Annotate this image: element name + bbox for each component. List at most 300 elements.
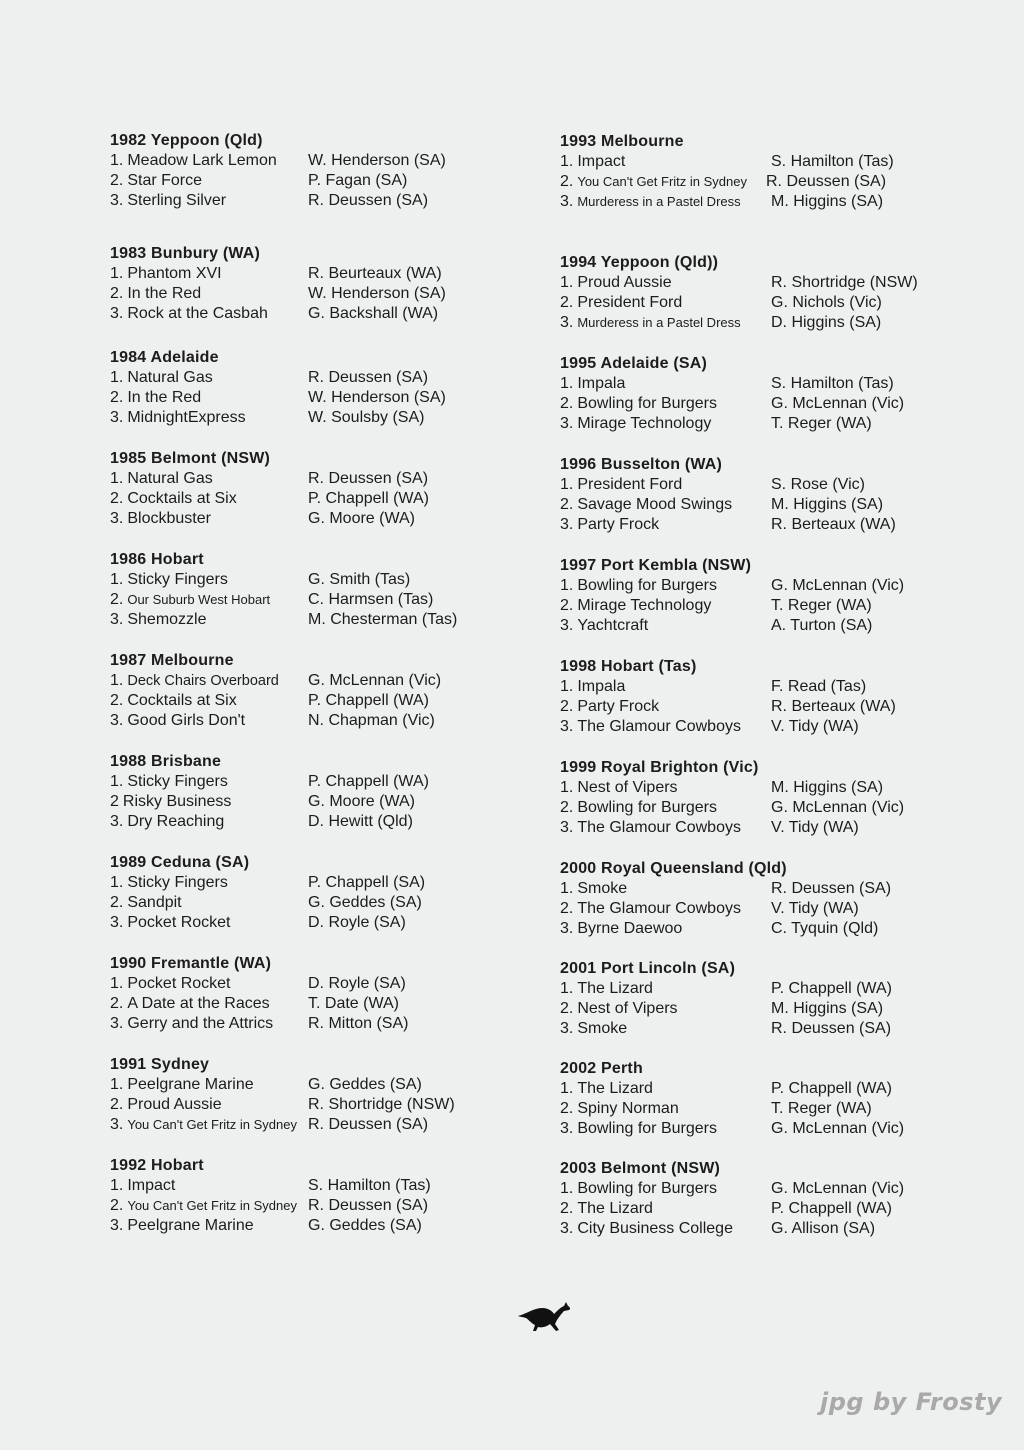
boat-entry bbox=[560, 414, 711, 434]
result-row bbox=[560, 293, 980, 313]
skipper-name: R. Shortridge (NSW) bbox=[771, 274, 918, 291]
place-number: 3. bbox=[560, 314, 574, 332]
skipper-name: G. Moore (WA) bbox=[308, 793, 415, 811]
boat-entry bbox=[560, 596, 711, 616]
event-block-1998 bbox=[560, 657, 980, 738]
boat-entry bbox=[110, 368, 213, 388]
skipper-name: G. Backshall (WA) bbox=[308, 305, 439, 323]
result-row bbox=[110, 151, 530, 171]
skipper-name: S. Rose (Vic) bbox=[771, 476, 865, 493]
boat-name: In the Red bbox=[127, 285, 202, 303]
boat-entry bbox=[560, 1119, 717, 1139]
boat-entry bbox=[110, 873, 228, 893]
skipper-name: G. Geddes (SA) bbox=[308, 894, 422, 912]
place-number: 2. bbox=[560, 1200, 574, 1218]
result-row bbox=[110, 873, 530, 893]
boat-name: Nest of Vipers bbox=[577, 1000, 678, 1018]
boat-name: Pocket Rocket bbox=[127, 914, 231, 932]
event-block-1993 bbox=[560, 132, 980, 213]
result-row bbox=[110, 812, 530, 832]
boat-entry bbox=[560, 999, 678, 1019]
result-row bbox=[560, 1119, 980, 1139]
result-row bbox=[110, 610, 530, 630]
boat-name: Impala bbox=[577, 678, 626, 695]
place-number: 2. bbox=[110, 285, 124, 303]
result-row bbox=[560, 152, 980, 172]
result-row bbox=[110, 264, 530, 284]
place-number: 2 bbox=[110, 793, 119, 811]
boat-name: Rock at the Casbah bbox=[127, 305, 268, 323]
place-number: 1. bbox=[560, 577, 574, 594]
place-number: 2. bbox=[110, 389, 124, 407]
skipper-name: R. Berteaux (WA) bbox=[771, 516, 896, 534]
skipper-name: P. Chappell (SA) bbox=[308, 874, 426, 891]
event-title: 1997 Port Kembla (NSW) bbox=[560, 557, 752, 574]
boat-entry bbox=[560, 616, 648, 636]
boat-entry bbox=[110, 1014, 273, 1034]
event-title: 1984 Adelaide bbox=[110, 349, 219, 366]
boat-name: Bowling for Burgers bbox=[577, 1120, 717, 1138]
result-row bbox=[110, 489, 530, 509]
place-number: 1. bbox=[560, 1080, 574, 1097]
skipper-name: V. Tidy (WA) bbox=[771, 718, 859, 736]
place-number: 2. bbox=[560, 294, 574, 312]
skipper-name: R. Deussen (SA) bbox=[771, 1020, 892, 1038]
boat-name: City Business College bbox=[577, 1220, 733, 1238]
place-number: 1. bbox=[110, 571, 124, 588]
place-number: 2. bbox=[110, 490, 124, 508]
event-block-1997 bbox=[560, 556, 980, 637]
result-row bbox=[110, 388, 530, 408]
place-number: 3. bbox=[110, 409, 124, 427]
boat-entry bbox=[110, 1075, 254, 1095]
boat-name: Proud Aussie bbox=[577, 274, 672, 291]
result-row bbox=[110, 408, 530, 428]
boat-name: Our Suburb West Hobart bbox=[127, 592, 271, 608]
skipper-name: T. Date (WA) bbox=[308, 995, 399, 1013]
event-block-1996 bbox=[560, 455, 980, 536]
boat-name: You Can't Get Fritz in Sydney bbox=[577, 174, 747, 190]
place-number: 1. bbox=[560, 880, 574, 897]
boat-entry bbox=[560, 313, 741, 333]
result-row bbox=[110, 570, 530, 590]
place-number: 1. bbox=[110, 874, 124, 891]
place-number: 2. bbox=[110, 894, 124, 912]
result-row bbox=[560, 475, 980, 495]
skipper-name: M. Higgins (SA) bbox=[771, 1000, 884, 1018]
skipper-name: R. Beurteaux (WA) bbox=[308, 265, 442, 282]
place-number: 3. bbox=[110, 914, 124, 932]
event-block-1994 bbox=[560, 253, 980, 334]
skipper-name: S. Hamilton (Tas) bbox=[771, 375, 894, 392]
event-block-1995 bbox=[560, 354, 980, 435]
boat-name: The Lizard bbox=[577, 980, 653, 997]
result-row bbox=[560, 172, 980, 192]
event-title: 1986 Hobart bbox=[110, 551, 204, 568]
skipper-name: R. Mitton (SA) bbox=[308, 1015, 409, 1033]
result-row bbox=[560, 374, 980, 394]
place-number: 2. bbox=[110, 1096, 124, 1114]
boat-name: Star Force bbox=[127, 172, 203, 190]
place-number: 2. bbox=[560, 1000, 574, 1018]
place-number: 3. bbox=[560, 617, 574, 635]
boat-name: Mirage Technology bbox=[577, 415, 712, 433]
boat-name: Proud Aussie bbox=[127, 1096, 222, 1114]
kangaroo-icon bbox=[516, 1298, 572, 1334]
boat-name: Party Frock bbox=[577, 698, 660, 716]
result-row bbox=[560, 1079, 980, 1099]
place-number: 1. bbox=[110, 470, 124, 487]
skipper-name: S. Hamilton (Tas) bbox=[771, 153, 894, 170]
result-row bbox=[110, 772, 530, 792]
boat-entry bbox=[560, 273, 672, 293]
place-number: 3. bbox=[110, 1116, 124, 1134]
result-row bbox=[110, 284, 530, 304]
result-row bbox=[110, 1075, 530, 1095]
skipper-name: M. Higgins (SA) bbox=[771, 779, 884, 796]
result-row bbox=[560, 414, 980, 434]
boat-entry bbox=[560, 1219, 733, 1239]
skipper-name: R. Deussen (SA) bbox=[308, 369, 429, 386]
event-block-1987 bbox=[110, 651, 530, 732]
event-title: 1992 Hobart bbox=[110, 1157, 204, 1174]
skipper-name: G. Geddes (SA) bbox=[308, 1076, 422, 1093]
place-number: 3. bbox=[110, 1015, 124, 1033]
place-number: 2. bbox=[560, 597, 574, 615]
event-block-1983 bbox=[110, 244, 530, 325]
boat-entry bbox=[110, 264, 222, 284]
skipper-name: F. Read (Tas) bbox=[771, 678, 867, 695]
result-row bbox=[560, 495, 980, 515]
result-row bbox=[110, 171, 530, 191]
place-number: 2. bbox=[560, 496, 574, 514]
boat-name: Nest of Vipers bbox=[577, 779, 678, 796]
skipper-name: P. Fagan (SA) bbox=[308, 172, 408, 190]
skipper-name: W. Henderson (SA) bbox=[308, 285, 446, 303]
result-row bbox=[110, 469, 530, 489]
event-block-1989 bbox=[110, 853, 530, 934]
result-row bbox=[560, 879, 980, 899]
boat-name: The Lizard bbox=[577, 1200, 653, 1218]
skipper-name: P. Chappell (WA) bbox=[771, 1200, 892, 1218]
place-number: 1. bbox=[110, 672, 124, 689]
skipper-name: G. McLennan (Vic) bbox=[308, 672, 442, 689]
boat-entry bbox=[560, 879, 627, 899]
place-number: 3. bbox=[110, 1217, 124, 1235]
event-title: 1982 Yeppoon (Qld) bbox=[110, 132, 263, 149]
event-title: 2003 Belmont (NSW) bbox=[560, 1160, 721, 1177]
place-number: 2. bbox=[560, 173, 574, 191]
skipper-name: T. Reger (WA) bbox=[771, 1100, 872, 1118]
boat-name: The Glamour Cowboys bbox=[577, 900, 741, 918]
boat-entry bbox=[560, 778, 678, 798]
boat-entry bbox=[560, 394, 717, 414]
skipper-name: S. Hamilton (Tas) bbox=[308, 1177, 431, 1194]
place-number: 2. bbox=[560, 1100, 574, 1118]
boat-name: Savage Mood Swings bbox=[577, 496, 733, 514]
result-row bbox=[560, 273, 980, 293]
boat-entry bbox=[110, 691, 237, 711]
skipper-name: C. Tyquin (Qld) bbox=[771, 920, 879, 938]
place-number: 1. bbox=[560, 980, 574, 997]
skipper-name: R. Deussen (SA) bbox=[308, 470, 429, 487]
skipper-name: R. Deussen (SA) bbox=[308, 1197, 429, 1215]
result-row bbox=[110, 691, 530, 711]
boat-name: Spiny Norman bbox=[577, 1100, 679, 1118]
boat-entry bbox=[110, 469, 213, 489]
place-number: 3. bbox=[560, 920, 574, 938]
skipper-name: M. Chesterman (Tas) bbox=[308, 611, 458, 629]
boat-entry bbox=[110, 994, 270, 1014]
boat-name: President Ford bbox=[577, 294, 683, 312]
event-block-1991 bbox=[110, 1055, 530, 1136]
boat-name: Cocktails at Six bbox=[127, 490, 237, 508]
skipper-name: G. McLennan (Vic) bbox=[771, 1120, 905, 1138]
result-row bbox=[110, 368, 530, 388]
skipper-name: D. Higgins (SA) bbox=[771, 314, 882, 332]
boat-name: Peelgrane Marine bbox=[127, 1217, 254, 1235]
boat-name: Pocket Rocket bbox=[127, 975, 231, 992]
place-number: 3. bbox=[110, 510, 124, 528]
boat-entry bbox=[560, 152, 625, 172]
skipper-name: D. Hewitt (Qld) bbox=[308, 813, 413, 831]
boat-entry bbox=[560, 475, 682, 495]
place-number: 3. bbox=[110, 192, 124, 210]
event-title: 1990 Fremantle (WA) bbox=[110, 955, 272, 972]
skipper-name: D. Royle (SA) bbox=[308, 975, 406, 992]
skipper-name: V. Tidy (WA) bbox=[771, 900, 859, 918]
boat-entry bbox=[110, 812, 224, 832]
boat-entry bbox=[110, 151, 277, 171]
boat-entry bbox=[560, 697, 659, 717]
boat-name: MidnightExpress bbox=[127, 409, 246, 427]
boat-name: Sticky Fingers bbox=[127, 773, 228, 790]
boat-name: Bowling for Burgers bbox=[577, 1180, 717, 1197]
skipper-name: R. Shortridge (NSW) bbox=[308, 1096, 455, 1114]
result-row bbox=[560, 1099, 980, 1119]
event-title: 1995 Adelaide (SA) bbox=[560, 355, 708, 372]
event-block-1986 bbox=[110, 550, 530, 631]
skipper-name: R. Berteaux (WA) bbox=[771, 698, 896, 716]
boat-name: Gerry and the Attrics bbox=[127, 1015, 274, 1033]
place-number: 1. bbox=[560, 779, 574, 796]
boat-name: Bowling for Burgers bbox=[577, 799, 717, 817]
boat-name: Shemozzle bbox=[127, 611, 207, 629]
skipper-name: P. Chappell (WA) bbox=[308, 692, 429, 710]
place-number: 3. bbox=[560, 1220, 574, 1238]
skipper-name: R. Deussen (SA) bbox=[308, 1116, 429, 1134]
result-row bbox=[560, 697, 980, 717]
boat-entry bbox=[560, 1079, 653, 1099]
result-row bbox=[560, 717, 980, 737]
boat-name: Sterling Silver bbox=[127, 192, 227, 210]
result-row bbox=[560, 576, 980, 596]
place-number: 3. bbox=[110, 305, 124, 323]
boat-name: A Date at the Races bbox=[127, 995, 270, 1013]
skipper-name: M. Higgins (SA) bbox=[771, 496, 884, 514]
result-row bbox=[560, 979, 980, 999]
place-number: 1. bbox=[110, 1177, 124, 1194]
boat-name: Murderess in a Pastel Dress bbox=[577, 194, 741, 210]
place-number: 3. bbox=[110, 712, 124, 730]
boat-name: Yachtcraft bbox=[577, 617, 649, 635]
result-row bbox=[560, 999, 980, 1019]
boat-name: You Can't Get Fritz in Sydney bbox=[127, 1117, 297, 1133]
boat-entry bbox=[110, 1115, 297, 1135]
place-number: 2. bbox=[560, 395, 574, 413]
boat-entry bbox=[560, 495, 732, 515]
result-row bbox=[560, 899, 980, 919]
result-row bbox=[560, 1179, 980, 1199]
boat-name: Risky Business bbox=[122, 793, 232, 811]
boat-entry bbox=[560, 818, 741, 838]
skipper-name: G. Geddes (SA) bbox=[308, 1217, 422, 1235]
event-title: 1994 Yeppoon (Qld)) bbox=[560, 254, 719, 271]
event-title: 2001 Port Lincoln (SA) bbox=[560, 960, 736, 977]
event-title: 1983 Bunbury (WA) bbox=[110, 245, 261, 262]
result-row bbox=[560, 313, 980, 333]
boat-name: Peelgrane Marine bbox=[127, 1076, 254, 1093]
boat-name: Sandpit bbox=[127, 894, 182, 912]
skipper-name: G. McLennan (Vic) bbox=[771, 395, 905, 413]
place-number: 2. bbox=[560, 698, 574, 716]
skipper-name: R. Deussen (SA) bbox=[766, 173, 887, 191]
boat-name: Sticky Fingers bbox=[127, 571, 228, 588]
boat-name: The Glamour Cowboys bbox=[577, 819, 741, 837]
boat-name: The Glamour Cowboys bbox=[577, 718, 741, 736]
boat-entry bbox=[110, 388, 201, 408]
event-block-2003 bbox=[560, 1159, 980, 1240]
boat-entry bbox=[560, 979, 653, 999]
boat-entry bbox=[110, 1095, 222, 1115]
boat-name: Bowling for Burgers bbox=[577, 577, 717, 594]
place-number: 3. bbox=[560, 516, 574, 534]
skipper-name: G. Nichols (Vic) bbox=[771, 294, 882, 312]
event-title: 1991 Sydney bbox=[110, 1056, 210, 1073]
event-title: 2000 Royal Queensland (Qld) bbox=[560, 860, 787, 877]
result-row bbox=[110, 590, 530, 610]
boat-name: Natural Gas bbox=[127, 369, 213, 386]
event-title: 1999 Royal Brighton (Vic) bbox=[560, 759, 759, 776]
boat-entry bbox=[560, 1099, 679, 1119]
skipper-name: P. Chappell (WA) bbox=[771, 1080, 892, 1097]
boat-name: Cocktails at Six bbox=[127, 692, 237, 710]
boat-entry bbox=[560, 1019, 627, 1039]
skipper-name: P. Chappell (WA) bbox=[771, 980, 892, 997]
result-row bbox=[560, 1219, 980, 1239]
boat-entry bbox=[560, 1179, 717, 1199]
result-row bbox=[110, 1176, 530, 1196]
boat-entry bbox=[110, 610, 207, 630]
boat-entry bbox=[110, 913, 231, 933]
boat-entry bbox=[110, 408, 246, 428]
place-number: 2. bbox=[110, 692, 124, 710]
boat-name: The Lizard bbox=[577, 1080, 653, 1097]
result-row bbox=[110, 1115, 530, 1135]
result-row bbox=[560, 1199, 980, 1219]
place-number: 1. bbox=[110, 152, 124, 169]
boat-entry bbox=[110, 509, 211, 529]
place-number: 2. bbox=[110, 591, 124, 609]
result-row bbox=[110, 671, 530, 691]
event-block-1985 bbox=[110, 449, 530, 530]
boat-entry bbox=[560, 919, 682, 939]
boat-name: Impact bbox=[127, 1177, 176, 1194]
skipper-name: P. Chappell (WA) bbox=[308, 773, 429, 790]
result-row bbox=[560, 515, 980, 535]
place-number: 1. bbox=[560, 678, 574, 695]
boat-entry bbox=[560, 717, 741, 737]
place-number: 3. bbox=[110, 813, 124, 831]
event-block-2002 bbox=[560, 1059, 980, 1140]
skipper-name: W. Soulsby (SA) bbox=[308, 409, 425, 427]
boat-name: Blockbuster bbox=[127, 510, 211, 528]
skipper-name: R. Deussen (SA) bbox=[771, 880, 892, 897]
event-title: 1989 Ceduna (SA) bbox=[110, 854, 250, 871]
skipper-name: P. Chappell (WA) bbox=[308, 490, 429, 508]
boat-entry bbox=[110, 711, 245, 731]
skipper-name: D. Royle (SA) bbox=[308, 914, 406, 932]
result-row bbox=[110, 509, 530, 529]
result-row bbox=[110, 1216, 530, 1236]
boat-entry bbox=[110, 171, 202, 191]
skipper-name: T. Reger (WA) bbox=[771, 597, 872, 615]
place-number: 1. bbox=[110, 773, 124, 790]
boat-entry bbox=[110, 792, 231, 812]
skipper-name: G. McLennan (Vic) bbox=[771, 799, 905, 817]
place-number: 3. bbox=[560, 1120, 574, 1138]
result-row bbox=[110, 974, 530, 994]
boat-name: Impact bbox=[577, 153, 626, 170]
boat-name: Deck Chairs Overboard bbox=[127, 673, 279, 689]
result-row bbox=[110, 1095, 530, 1115]
boat-entry bbox=[560, 374, 625, 394]
boat-name: Meadow Lark Lemon bbox=[127, 152, 277, 169]
skipper-name: G. McLennan (Vic) bbox=[771, 1180, 905, 1197]
result-row bbox=[110, 1014, 530, 1034]
skipper-name: G. Allison (SA) bbox=[771, 1220, 876, 1238]
result-row bbox=[110, 711, 530, 731]
boat-entry bbox=[110, 893, 182, 913]
place-number: 3. bbox=[560, 193, 574, 211]
boat-entry bbox=[110, 974, 231, 994]
result-row bbox=[110, 893, 530, 913]
result-row bbox=[560, 818, 980, 838]
boat-entry bbox=[560, 293, 682, 313]
event-title: 2002 Perth bbox=[560, 1060, 643, 1077]
result-row bbox=[560, 192, 980, 212]
skipper-name: C. Harmsen (Tas) bbox=[308, 591, 434, 609]
boat-name: Smoke bbox=[577, 880, 628, 897]
place-number: 3. bbox=[560, 718, 574, 736]
result-row bbox=[560, 919, 980, 939]
place-number: 1. bbox=[110, 1076, 124, 1093]
boat-entry bbox=[110, 191, 226, 211]
event-title: 1998 Hobart (Tas) bbox=[560, 658, 697, 675]
result-row bbox=[560, 394, 980, 414]
boat-entry bbox=[110, 489, 237, 509]
event-block-2000 bbox=[560, 859, 980, 940]
boat-name: Mirage Technology bbox=[577, 597, 712, 615]
result-row bbox=[560, 596, 980, 616]
boat-entry bbox=[110, 1216, 254, 1236]
result-row bbox=[560, 1019, 980, 1039]
place-number: 2. bbox=[560, 799, 574, 817]
place-number: 2. bbox=[110, 172, 124, 190]
boat-name: Smoke bbox=[577, 1020, 628, 1038]
boat-name: President Ford bbox=[577, 476, 683, 493]
boat-name: You Can't Get Fritz in Sydney bbox=[127, 1198, 297, 1214]
